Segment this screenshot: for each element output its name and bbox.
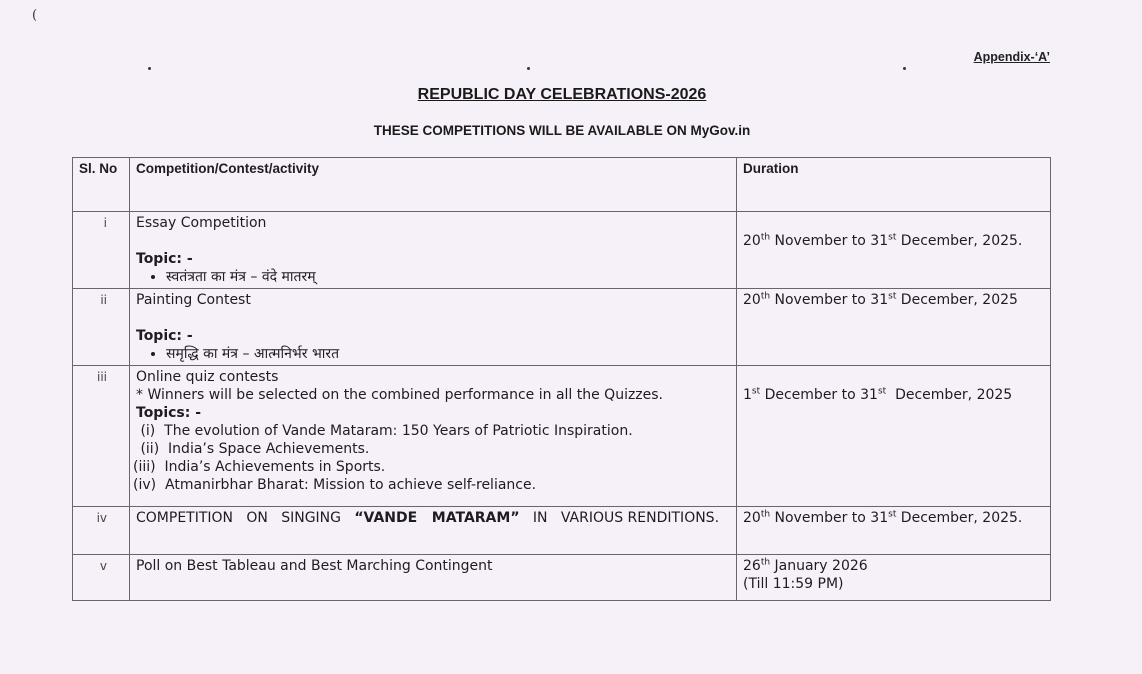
row-sl-number: v (73, 555, 130, 601)
corner-mark: ( (32, 8, 38, 23)
row-competition (130, 507, 737, 555)
row-sl-number: iv (73, 507, 130, 555)
topic-item: (iv) Atmanirbhar Bharat: Mission to achieve self-reliance. (133, 477, 537, 493)
competitions-table (72, 157, 1051, 601)
duration-note: (Till 11:59 PM) (743, 576, 844, 592)
row-competition (130, 366, 737, 507)
scan-speck (527, 67, 530, 70)
header-competition: Competition/Contest/activity (130, 158, 737, 212)
duration-text: 20th November to 31st December, 2025 (743, 291, 1018, 308)
competition-name: COMPETITION ON SINGING “VANDE MATARAM” IN VARIOUS RENDITIONS. (136, 510, 720, 526)
competition-name: Poll on Best Tableau and Best Marching Contingent (136, 558, 493, 574)
header-duration: Duration (737, 158, 1051, 212)
scan-speck (148, 67, 151, 70)
topic-label: Topic: - (136, 251, 193, 267)
page-subtitle: THESE COMPETITIONS WILL BE AVAILABLE ON MyGov.in (373, 123, 751, 138)
row-sl-number: iii (73, 366, 130, 507)
header-sl-no: Sl. No (73, 158, 130, 212)
table-row (73, 212, 1051, 289)
table-header-row (73, 158, 1051, 212)
table-row (73, 507, 1051, 555)
scan-speck (903, 67, 906, 70)
topic-item: (ii) India’s Space Achievements. (136, 441, 370, 457)
duration-text: 20th November to 31st December, 2025. (743, 509, 1023, 526)
table-row (73, 366, 1051, 507)
appendix-label: Appendix-‘A’ (973, 50, 1050, 64)
row-competition (130, 555, 737, 601)
duration-text: 20th November to 31st December, 2025. (743, 232, 1023, 249)
row-duration (737, 507, 1051, 555)
duration-text: 1st December to 31st December, 2025 (743, 386, 1013, 403)
competition-name: Online quiz contests (136, 369, 279, 385)
topic-item: • स्वतंत्रता का मंत्र – वंदे मातरम् (166, 268, 730, 286)
topic-label: Topic: - (136, 328, 193, 344)
topic-item: • समृद्धि का मंत्र – आत्मनिर्भर भारत (166, 345, 730, 363)
topic-item: (i) The evolution of Vande Mataram: 150 Years of Patriotic Inspiration. (136, 423, 633, 439)
competition-note: * Winners will be selected on the combined performance in all the Quizzes. (136, 387, 664, 403)
row-duration (737, 212, 1051, 289)
row-sl-number: i (73, 212, 130, 289)
row-competition (130, 289, 737, 366)
quiz-topic-list (133, 422, 730, 494)
topic-label: Topics: - (136, 405, 202, 421)
row-duration (737, 555, 1051, 601)
table-row (73, 555, 1051, 601)
topic-item: (iii) India’s Achievements in Sports. (133, 459, 386, 475)
competition-name: Painting Contest (136, 292, 251, 308)
row-sl-number: ii (73, 289, 130, 366)
row-duration (737, 366, 1051, 507)
page-title: REPUBLIC DAY CELEBRATIONS-2026 (417, 86, 707, 103)
duration-text: 26th January 2026 (743, 557, 868, 574)
row-duration (737, 289, 1051, 366)
competition-name: Essay Competition (136, 215, 267, 231)
table-row (73, 289, 1051, 366)
row-competition (130, 212, 737, 289)
